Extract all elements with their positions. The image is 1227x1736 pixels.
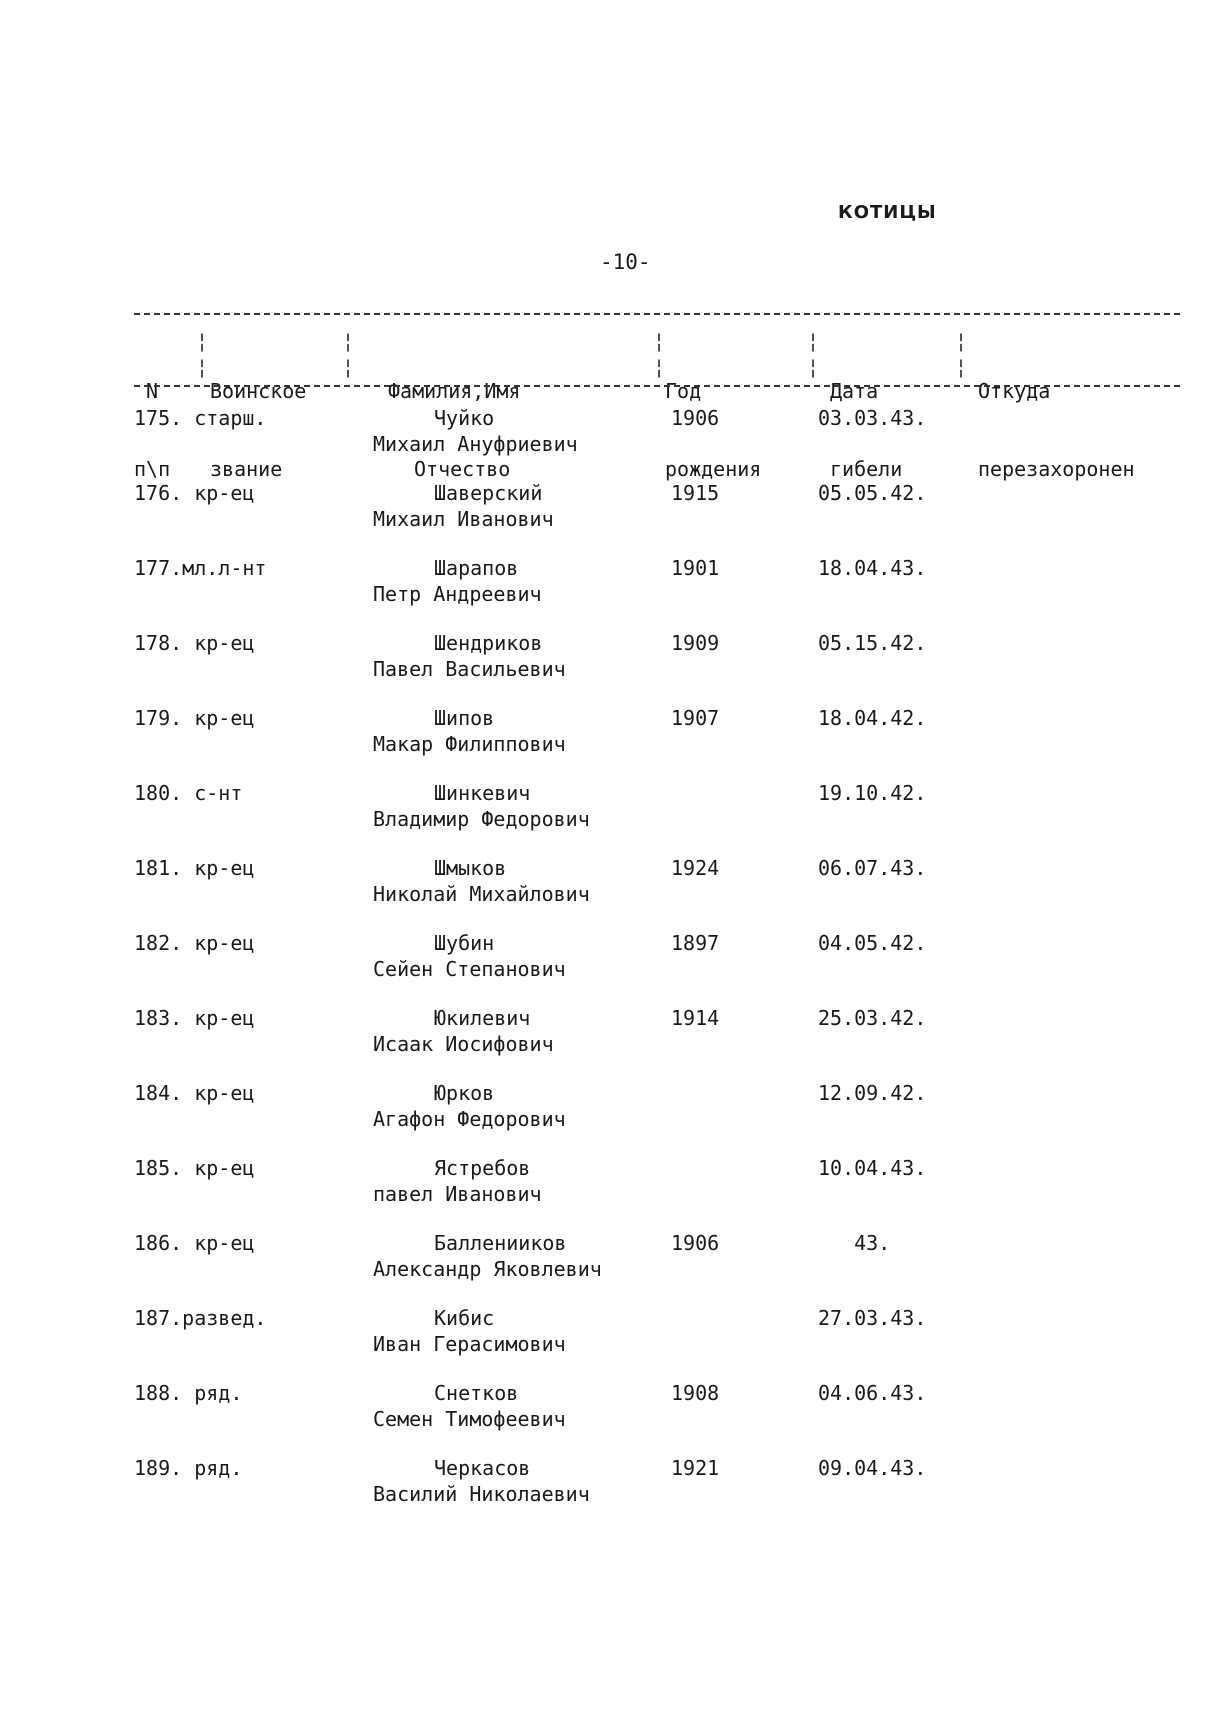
- col-separator: ¦ ¦: [653, 329, 666, 379]
- cell-given-name: Михаил Иванович: [373, 507, 554, 531]
- cell-birth-year: 1908: [671, 1381, 720, 1405]
- table-header-rule: [134, 385, 1180, 387]
- cell-given-name: Макар Филиппович: [373, 732, 566, 756]
- cell-surname: Шендриков: [434, 631, 543, 655]
- cell-death-date: 09.04.43.: [818, 1456, 927, 1480]
- cell-birth-year: 1901: [671, 556, 720, 580]
- cell-surname: Черкасов: [434, 1456, 531, 1480]
- cell-num-rank: 188. ряд.: [134, 1381, 243, 1405]
- cell-birth-year: 1924: [671, 856, 720, 880]
- col-separator: ¦ ¦: [955, 329, 968, 379]
- cell-surname: Снетков: [434, 1381, 519, 1405]
- cell-surname: Шаверский: [434, 481, 543, 505]
- table-row: [0, 1225, 1227, 1300]
- cell-given-name: Василий Николаевич: [373, 1482, 590, 1506]
- cell-num-rank: 185. кр-ец: [134, 1156, 255, 1180]
- table-row: [0, 400, 1227, 475]
- cell-birth-year: 1921: [671, 1456, 720, 1480]
- table-top-rule: [134, 313, 1180, 315]
- table-row: [0, 1300, 1227, 1375]
- cell-death-date: 19.10.42.: [818, 781, 927, 805]
- cell-num-rank: 177.мл.л-нт: [134, 556, 267, 580]
- cell-surname: Шубин: [434, 931, 495, 955]
- col-year-line1: Год: [665, 379, 702, 403]
- table-row: [0, 850, 1227, 925]
- table-row: [0, 475, 1227, 550]
- col-year-line2: рождения: [665, 457, 762, 481]
- col-rank-line1: Воинское: [210, 379, 307, 403]
- table-row: [0, 775, 1227, 850]
- cell-given-name: Иван Герасимович: [373, 1332, 566, 1356]
- page-number: -10-: [600, 250, 651, 274]
- col-date-line2: гибели: [830, 457, 903, 481]
- table-row: [0, 1150, 1227, 1225]
- cell-given-name: Семен Тимофеевич: [373, 1407, 566, 1431]
- cell-given-name: Владимир Федорович: [373, 807, 590, 831]
- cell-surname: Ястребов: [434, 1156, 531, 1180]
- cell-birth-year: 1907: [671, 706, 720, 730]
- cell-death-date: 10.04.43.: [818, 1156, 927, 1180]
- cell-num-rank: 186. кр-ец: [134, 1231, 255, 1255]
- cell-given-name: Агафон Федорович: [373, 1107, 566, 1131]
- place-name: КОТИЦЫ: [838, 202, 937, 223]
- cell-birth-year: 1897: [671, 931, 720, 955]
- cell-surname: Балленииков: [434, 1231, 567, 1255]
- table-body: [0, 400, 1227, 1525]
- cell-surname: Юрков: [434, 1081, 495, 1105]
- cell-num-rank: 179. кр-ец: [134, 706, 255, 730]
- col-from-line1: Откуда: [978, 379, 1051, 403]
- cell-num-rank: 182. кр-ец: [134, 931, 255, 955]
- cell-death-date: 03.03.43.: [818, 406, 927, 430]
- table-row: [0, 925, 1227, 1000]
- cell-death-date: 18.04.42.: [818, 706, 927, 730]
- cell-surname: Кибис: [434, 1306, 495, 1330]
- col-rank-line2: звание: [210, 457, 283, 481]
- cell-birth-year: 1906: [671, 1231, 720, 1255]
- cell-num-rank: 175. старш.: [134, 406, 267, 430]
- cell-num-rank: 181. кр-ец: [134, 856, 255, 880]
- table-row: [0, 625, 1227, 700]
- cell-surname: Шарапов: [434, 556, 519, 580]
- cell-death-date: 27.03.43.: [818, 1306, 927, 1330]
- cell-birth-year: 1915: [671, 481, 720, 505]
- col-separator: ¦ ¦: [342, 329, 355, 379]
- col-date-line1: Дата: [830, 379, 879, 403]
- col-name-line2: Отчество: [414, 457, 511, 481]
- cell-given-name: Исаак Иосифович: [373, 1032, 554, 1056]
- cell-given-name: павел Иванович: [373, 1182, 542, 1206]
- cell-num-rank: 187.развед.: [134, 1306, 267, 1330]
- col-num-line2: п\п: [134, 457, 171, 481]
- cell-death-date: 12.09.42.: [818, 1081, 927, 1105]
- cell-given-name: Петр Андреевич: [373, 582, 542, 606]
- cell-death-date: 43.: [818, 1231, 891, 1255]
- cell-birth-year: 1914: [671, 1006, 720, 1030]
- cell-birth-year: 1909: [671, 631, 720, 655]
- cell-surname: Юкилевич: [434, 1006, 531, 1030]
- cell-surname: Шинкевич: [434, 781, 531, 805]
- cell-death-date: 18.04.43.: [818, 556, 927, 580]
- cell-num-rank: 189. ряд.: [134, 1456, 243, 1480]
- cell-num-rank: 176. кр-ец: [134, 481, 255, 505]
- cell-death-date: 04.06.43.: [818, 1381, 927, 1405]
- cell-given-name: Александр Яковлевич: [373, 1257, 602, 1281]
- cell-surname: Чуйко: [434, 406, 495, 430]
- cell-num-rank: 180. с-нт: [134, 781, 243, 805]
- cell-death-date: 06.07.43.: [818, 856, 927, 880]
- cell-death-date: 05.05.42.: [818, 481, 927, 505]
- cell-surname: Шипов: [434, 706, 495, 730]
- table-row: [0, 700, 1227, 775]
- table-row: [0, 1375, 1227, 1450]
- col-name-line1: Фамилия,Имя: [388, 379, 521, 403]
- cell-death-date: 04.05.42.: [818, 931, 927, 955]
- cell-death-date: 05.15.42.: [818, 631, 927, 655]
- table-row: [0, 550, 1227, 625]
- col-from-line2: перезахоронен: [978, 457, 1135, 481]
- cell-surname: Шмыков: [434, 856, 507, 880]
- cell-given-name: Михаил Ануфриевич: [373, 432, 578, 456]
- cell-given-name: Николай Михайлович: [373, 882, 590, 906]
- col-num-line1: N: [146, 379, 159, 403]
- col-separator: ¦ ¦: [196, 329, 209, 379]
- table-row: [0, 1450, 1227, 1525]
- cell-num-rank: 178. кр-ец: [134, 631, 255, 655]
- cell-birth-year: 1906: [671, 406, 720, 430]
- table-row: [0, 1075, 1227, 1150]
- cell-death-date: 25.03.42.: [818, 1006, 927, 1030]
- cell-given-name: Сейен Степанович: [373, 957, 566, 981]
- cell-num-rank: 184. кр-ец: [134, 1081, 255, 1105]
- col-separator: ¦ ¦: [807, 329, 820, 379]
- cell-num-rank: 183. кр-ец: [134, 1006, 255, 1030]
- table-row: [0, 1000, 1227, 1075]
- cell-given-name: Павел Васильевич: [373, 657, 566, 681]
